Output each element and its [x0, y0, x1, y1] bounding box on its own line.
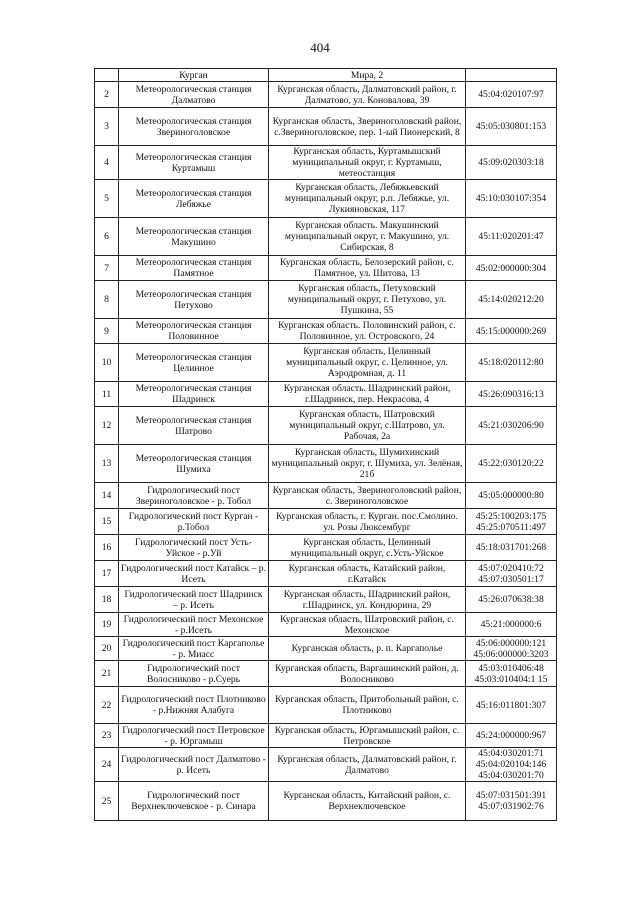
table-row	[95, 587, 557, 613]
table-row	[95, 256, 557, 281]
row-number-cell: 8	[95, 281, 119, 319]
address-cell: Курганская область, Шатровский район, с. Мехонское	[269, 613, 466, 637]
table-row	[95, 344, 557, 382]
cadastral-number: 45:04:020107:97	[478, 89, 544, 100]
address-cell: Курганская область. Половинский район, с. Половинное, ул. Островского, 24	[269, 319, 466, 344]
station-name-cell: Гидрологический пост Катайск – р. Исеть	[119, 561, 269, 587]
station-name-cell: Гидрологический пост Каргаполье - р. Миасс	[119, 637, 269, 661]
row-number-cell: 6	[95, 218, 119, 256]
cadastral-cell	[466, 319, 557, 344]
address-cell: Курганская область, Целинный муниципальный округ, с.Усть-Уйское	[269, 535, 466, 561]
table-row	[95, 218, 557, 256]
table-row	[95, 281, 557, 319]
address-cell: Курганская область, Белозерский район, с. Памятное, ул. Шитова, 13	[269, 256, 466, 281]
station-name-cell: Гидрологический пост Шадринск – р. Исеть	[119, 587, 269, 613]
station-name-cell: Гидрологический пост Петровское - р. Юргамыш	[119, 724, 269, 748]
station-name-cell: Метеорологическая станция Далматово	[119, 82, 269, 108]
station-name-cell: Метеорологическая станция Звериноголовское	[119, 108, 269, 146]
cadastral-number: 45:26:070638:38	[478, 594, 544, 605]
cadastral-cell	[466, 344, 557, 382]
cadastral-cell	[466, 407, 557, 445]
cadastral-number: 45:03:010406:48	[478, 662, 544, 674]
cadastral-cell	[466, 483, 557, 509]
table-row	[95, 687, 557, 724]
row-number-cell: 24	[95, 748, 119, 782]
cadastral-number: 45:10:030107:354	[475, 193, 547, 204]
station-name-cell: Метеорологическая станция Макушино	[119, 218, 269, 256]
cadastral-number: 45:22:030120:22	[478, 458, 544, 469]
address-cell: Курганская область, Притобольный район, с. Плотниково	[269, 687, 466, 724]
station-name-cell: Метеорологическая станция Лебяжье	[119, 180, 269, 218]
cadastral-number: 45:03:010404:1 15	[474, 673, 548, 685]
row-number-cell: 14	[95, 483, 119, 509]
station-name-cell: Гидрологический пост Волосниково - р.Суерь	[119, 661, 269, 687]
table-row	[95, 748, 557, 782]
station-name-cell: Метеорологическая станция Шадринск	[119, 382, 269, 407]
cadastral-number: 45:18:020112:80	[478, 357, 544, 368]
row-number-cell: 23	[95, 724, 119, 748]
cadastral-number: 45:16:011801:307	[476, 699, 546, 711]
cadastral-cell	[466, 509, 557, 535]
address-cell: Курганская область, Куртамышский муниципальный округ, г. Куртамыш, метеостанция	[269, 146, 466, 180]
row-number-cell: 3	[95, 108, 119, 146]
cadastral-cell	[466, 748, 557, 782]
cadastral-cell	[466, 445, 557, 483]
cadastral-cell	[466, 661, 557, 687]
table-row	[95, 724, 557, 748]
address-cell: Курганская область, Варгашинский район, д. Волосниково	[269, 661, 466, 687]
cadastral-number: 45:07:030501:17	[478, 573, 544, 585]
cadastral-number: 45:07:031501:391	[475, 790, 547, 801]
address-cell: Курганская область, Лебяжьевский муниципальный округ, р.п. Лебяжье, ул. Лукияновская, 117	[269, 180, 466, 218]
table-row	[95, 782, 557, 821]
cadastral-number: 45:11:020201:47	[478, 231, 544, 242]
row-number-cell: 9	[95, 319, 119, 344]
address-cell: Курганская область, Звериноголовский район, с.Звериноголовское, пер. 1-ый Пионерский, 8	[269, 108, 466, 146]
station-name-cell: Метеорологическая станция Шатрово	[119, 407, 269, 445]
cadastral-cell	[466, 535, 557, 561]
address-cell: Курганская область. Макушинский муниципальный округ, г. Макушино, ул. Сибирская, 8	[269, 218, 466, 256]
cadastral-cell	[466, 687, 557, 724]
table-row	[95, 180, 557, 218]
header-cadastral-cell	[466, 69, 557, 82]
cadastral-number: 45:04:020104:146	[475, 759, 547, 770]
cadastral-number: 45:07:020410:72	[478, 562, 544, 574]
address-cell: Курганская область. Шадринский район, г.Шадринск, пер. Некрасова, 4	[269, 382, 466, 407]
cadastral-cell	[466, 256, 557, 281]
station-name-cell: Гидрологический пост Далматово - р. Исеть	[119, 748, 269, 782]
table-row	[95, 661, 557, 687]
cadastral-cell	[466, 561, 557, 587]
stations-table-body	[95, 69, 557, 821]
cadastral-number: 45:18:031701:268	[475, 542, 547, 553]
cadastral-cell	[466, 613, 557, 637]
address-cell: Курганская область, Китайский район, с. Верхнеключевское	[269, 782, 466, 821]
cadastral-number: 45:25:070511:497	[476, 521, 546, 533]
row-number-cell: 18	[95, 587, 119, 613]
station-name-cell: Метеорологическая станция Памятное	[119, 256, 269, 281]
cadastral-cell	[466, 108, 557, 146]
station-name-cell: Гидрологический пост Усть-Уйское - р.Уй	[119, 535, 269, 561]
station-name-cell: Гидрологический пост Мехонское - р.Исеть	[119, 613, 269, 637]
cadastral-cell	[466, 82, 557, 108]
row-number-cell: 19	[95, 613, 119, 637]
row-number-cell: 2	[95, 82, 119, 108]
station-name-cell: Гидрологический пост Звериноголовское - р. Тобол	[119, 483, 269, 509]
cadastral-number: 45:04:030201:70	[478, 770, 544, 781]
table-row	[95, 382, 557, 407]
table-row	[95, 613, 557, 637]
row-number-cell: 11	[95, 382, 119, 407]
cadastral-number: 45:06:000000:121	[475, 637, 547, 649]
table-row	[95, 535, 557, 561]
cadastral-number: 45:25:100203:175	[475, 510, 547, 522]
page-number: 404	[310, 40, 330, 55]
row-number-cell: 13	[95, 445, 119, 483]
cadastral-number: 45:15:000000:269	[475, 325, 547, 337]
header-name-cell: Курган	[119, 69, 269, 82]
cadastral-cell	[466, 782, 557, 821]
address-cell: Курганская область, г. Курган. пос.Смолино. ул. Розы Люксембург	[269, 509, 466, 535]
station-name-cell: Метеорологическая станция Шумиха	[119, 445, 269, 483]
address-cell: Курганская область, Юргамышский район, с. Петровское	[269, 724, 466, 748]
address-cell: Курганская область, Шадринский район, г.Шадринск, ул. Кондюрина, 29	[269, 587, 466, 613]
row-number-cell: 21	[95, 661, 119, 687]
station-name-cell: Метеорологическая станция Целинное	[119, 344, 269, 382]
cadastral-number: 45:07:031902:76	[478, 801, 544, 812]
cadastral-cell	[466, 382, 557, 407]
row-number-cell: 4	[95, 146, 119, 180]
address-cell: Курганская область, р. п. Каргаполье	[269, 637, 466, 661]
cadastral-number: 45:09:020303:18	[478, 157, 544, 168]
cadastral-number: 45:26:090316:13	[478, 388, 544, 400]
cadastral-cell	[466, 587, 557, 613]
row-number-cell: 15	[95, 509, 119, 535]
row-number-cell: 20	[95, 637, 119, 661]
row-number-cell: 12	[95, 407, 119, 445]
cadastral-cell	[466, 637, 557, 661]
cadastral-cell	[466, 281, 557, 319]
table-row	[95, 407, 557, 445]
table-row	[95, 146, 557, 180]
table-row	[95, 82, 557, 108]
header-num-cell	[95, 69, 119, 82]
stations-table	[94, 68, 557, 821]
table-row	[95, 483, 557, 509]
station-name-cell: Гидрологический пост Курган - р.Тобол	[119, 509, 269, 535]
address-cell: Курганская область, Шатровский муниципальный округ, с.Шатрово, ул. Рабочая, 2а	[269, 407, 466, 445]
table-row	[95, 637, 557, 661]
address-cell: Курганская область, Далматовский район, г. Далматово	[269, 748, 466, 782]
row-number-cell: 22	[95, 687, 119, 724]
address-cell: Курганская область, Петуховский муниципальный округ, г. Петухово, ул. Пушкина, 55	[269, 281, 466, 319]
cadastral-number: 45:21:000000:6	[480, 619, 542, 630]
station-name-cell: Метеорологическая станция Петухово	[119, 281, 269, 319]
cadastral-number: 45:05:030801:153	[475, 121, 547, 132]
row-number-cell: 7	[95, 256, 119, 281]
address-cell: Курганская область, Шумихинский муниципальный округ, г. Шумиха, ул. Зелёная, 21б	[269, 445, 466, 483]
cadastral-cell	[466, 180, 557, 218]
row-number-cell: 25	[95, 782, 119, 821]
station-name-cell: Метеорологическая станция Половинное	[119, 319, 269, 344]
address-cell: Курганская область, Далматовский район, г. Далматово, ул. Коновалова, 39	[269, 82, 466, 108]
table-row	[95, 319, 557, 344]
table-header-row	[95, 69, 557, 82]
header-address-cell: Мира, 2	[269, 69, 466, 82]
cadastral-number: 45:06:000000:3203	[473, 648, 549, 660]
cadastral-cell	[466, 218, 557, 256]
table-row	[95, 509, 557, 535]
cadastral-cell	[466, 146, 557, 180]
cadastral-number: 45:14:020212:20	[478, 294, 544, 305]
cadastral-cell	[466, 724, 557, 748]
address-cell: Курганская область, Целинный муниципальный округ, с. Целинное, ул. Аэродромная, д. 11	[269, 344, 466, 382]
station-name-cell: Гидрологический пост Верхнеключевское - р. Синара	[119, 782, 269, 821]
row-number-cell: 5	[95, 180, 119, 218]
cadastral-number: 45:05:000000:80	[478, 490, 544, 501]
table-row	[95, 561, 557, 587]
row-number-cell: 16	[95, 535, 119, 561]
row-number-cell: 17	[95, 561, 119, 587]
row-number-cell: 10	[95, 344, 119, 382]
address-cell: Курганская область, Катайский район, г.Катайск	[269, 561, 466, 587]
cadastral-number: 45:24:000000:967	[475, 730, 547, 741]
cadastral-number: 45:21:030206:90	[478, 420, 544, 431]
table-row	[95, 445, 557, 483]
station-name-cell: Гидрологический пост Плотниково - р.Нижняя Алабуга	[119, 687, 269, 724]
station-name-cell: Метеорологическая станция Куртамыш	[119, 146, 269, 180]
table-row	[95, 108, 557, 146]
address-cell: Курганская область, Звериноголовский район, с. Звериноголовское	[269, 483, 466, 509]
cadastral-number: 45:02:000000:304	[475, 262, 547, 274]
cadastral-number: 45:04:030201:71	[478, 748, 544, 759]
